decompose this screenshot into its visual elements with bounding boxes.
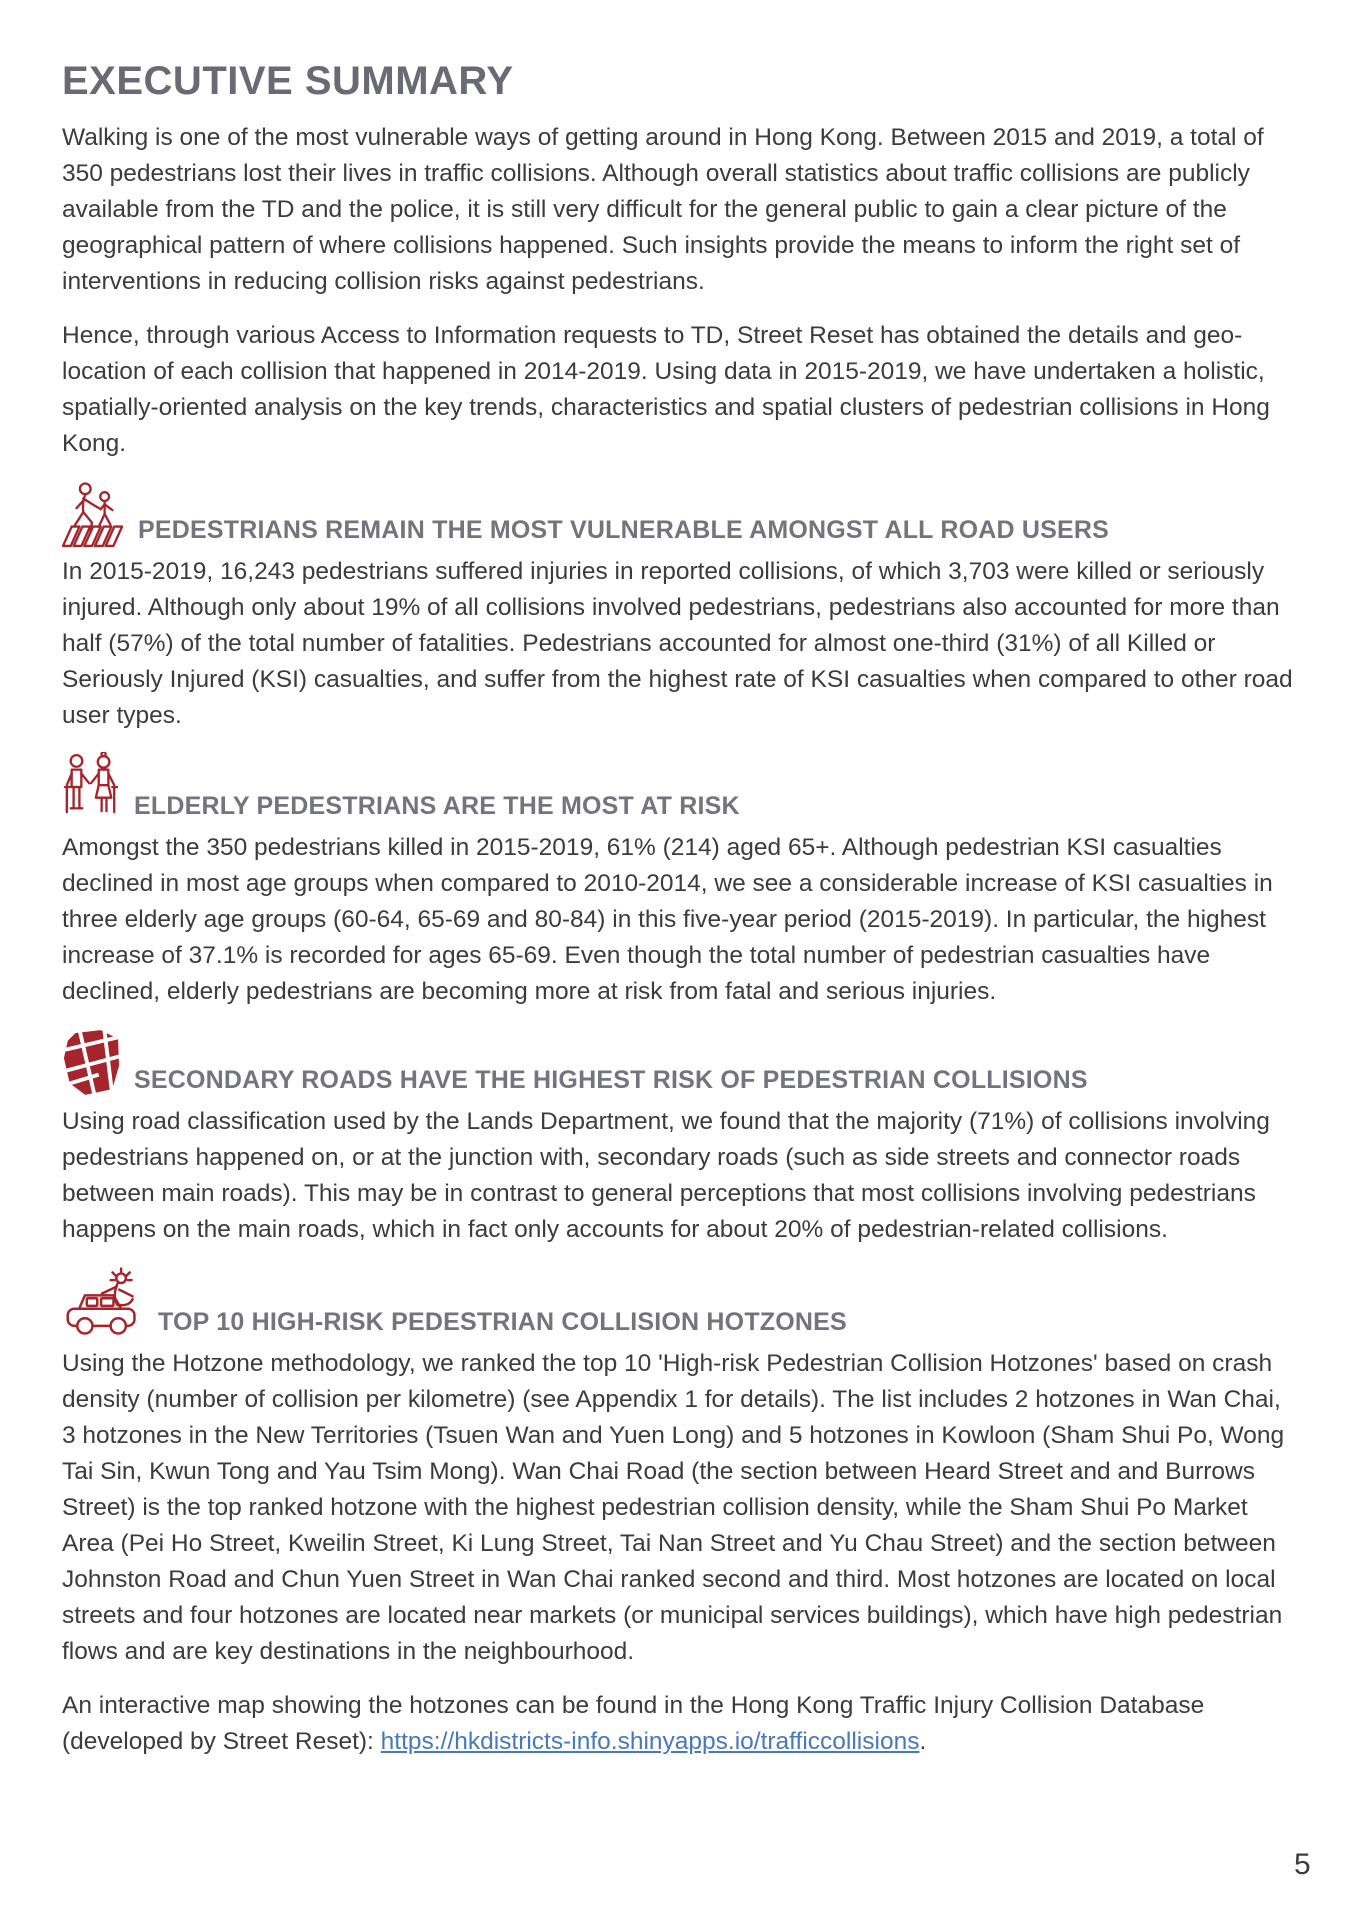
section-header-pedestrians (62, 480, 1296, 548)
section-heading: SECONDARY ROADS HAVE THE HIGHEST RISK OF PEDESTRIAN COLLISIONS (134, 1066, 1088, 1094)
intro-paragraph-1: Walking is one of the most vulnerable ways of getting around in Hong Kong. Between 2015 and 2019, a total of 350 pedestrians lost their lives in traffic collisions. Although overall statistics about traffic collisions are publicly available from the TD and the police, it is still very difficult for the general public to gain a clear picture of the geographical pattern of where collisions happened. Such insights provide the means to inform the right set of interventions in reducing collision risks against pedestrians. (62, 124, 1264, 295)
section-body: In 2015-2019, 16,243 pedestrians suffered injuries in reported collisions, of which 3,703 were killed or seriously injured. Although only about 19% of all collisions involved pedestrians, pedestrians also accounted for more than half (57%) of the total number of fatalities. Pedestrians accounted for almost one-third (31%) of all Killed or Seriously Injured (KSI) casualties, and suffer from the highest rate of KSI casualties when compared to other road user types. (62, 558, 1293, 729)
page-title: EXECUTIVE SUMMARY (62, 59, 514, 103)
page-number: 5 (1294, 1848, 1311, 1881)
section-body: Using the Hotzone methodology, we ranked the top 10 'High-risk Pedestrian Collision Hotzones' based on crash density (number of collision per kilometre) (see Appendix 1 for details). The list includes 2 hotzones in Wan Chai, 3 hotzones in the New Territories (Tsuen Wan and Yuen Long) and 5 hotzones in Kowloon (Sham Shui Po, Wong Tai Sin, Kwun Tong and Yau Tsim Mong). Wan Chai Road (the section between Heard Street and and Burrows Street) is the top ranked hotzone with the highest pedestrian collision density, while the Sham Shui Po Market Area (Pei Ho Street, Kweilin Street, Ki Lung Street, Tai Nan Street and Yu Chau Street) and the section between Johnston Road and Chun Yuen Street in Wan Chai ranked second and third. Most hotzones are located on local streets and four hotzones are located near markets (or municipal services buildings), which have high pedestrian flows and are key destinations in the neighbourhood. (62, 1350, 1285, 1665)
closing-text-before-link: An interactive map showing the hotzones can be found in the Hong Kong Traffic Injury Collision Database (developed by Street Reset): (62, 1692, 1205, 1755)
section-header-secondary-roads (62, 1028, 1296, 1098)
section-body: Using road classification used by the Lands Department, we found that the majority (71%) of collisions involving pedestrians happened on, or at the junction with, secondary roads (such as side streets and connector roads between main roads). This may be in contrast to general perceptions that most collisions involving pedestrians happens on the main roads, which in fact only accounts for about 20% of pedestrian-related collisions. (62, 1108, 1270, 1243)
intro-paragraph-2: Hence, through various Access to Information requests to TD, Street Reset has obtained the details and geo-location of each collision that happened in 2014-2019. Using data in 2015-2019, we have undertaken a holistic, spatially-oriented analysis on the key trends, characteristics and spatial clusters of pedestrian collisions in Hong Kong. (62, 322, 1270, 457)
elderly-pedestrians-icon (62, 752, 120, 824)
section-heading: TOP 10 HIGH-RISK PEDESTRIAN COLLISION HOTZONES (158, 1308, 847, 1336)
section-header-elderly (62, 752, 1296, 824)
car-pedestrian-collision-icon (62, 1266, 144, 1340)
closing-text-after-link: . (919, 1728, 927, 1755)
section-heading: PEDESTRIANS REMAIN THE MOST VULNERABLE AMONGST ALL ROAD USERS (138, 516, 1110, 544)
closing-paragraph (62, 1688, 1296, 1760)
crosswalk-pedestrians-icon (62, 480, 124, 548)
road-map-icon (62, 1028, 120, 1098)
section-body: Amongst the 350 pedestrians killed in 2015-2019, 61% (214) aged 65+. Although pedestrian KSI casualties declined in most age groups when compared to 2010-2014, we see a considerable increase of KSI casualties in three elderly age groups (60-64, 65-69 and 80-84) in this five-year period (2015-2019). In particular, the highest increase of 37.1% is recorded for ages 65-69. Even though the total number of pedestrian casualties have declined, elderly pedestrians are becoming more at risk from fatal and serious injuries. (62, 834, 1273, 1005)
traffic-collisions-link[interactable]: https://hkdistricts-info.shinyapps.io/trafficcollisions (380, 1728, 920, 1755)
section-heading: ELDERLY PEDESTRIANS ARE THE MOST AT RISK (134, 792, 740, 820)
section-header-hotzones (62, 1266, 1296, 1340)
